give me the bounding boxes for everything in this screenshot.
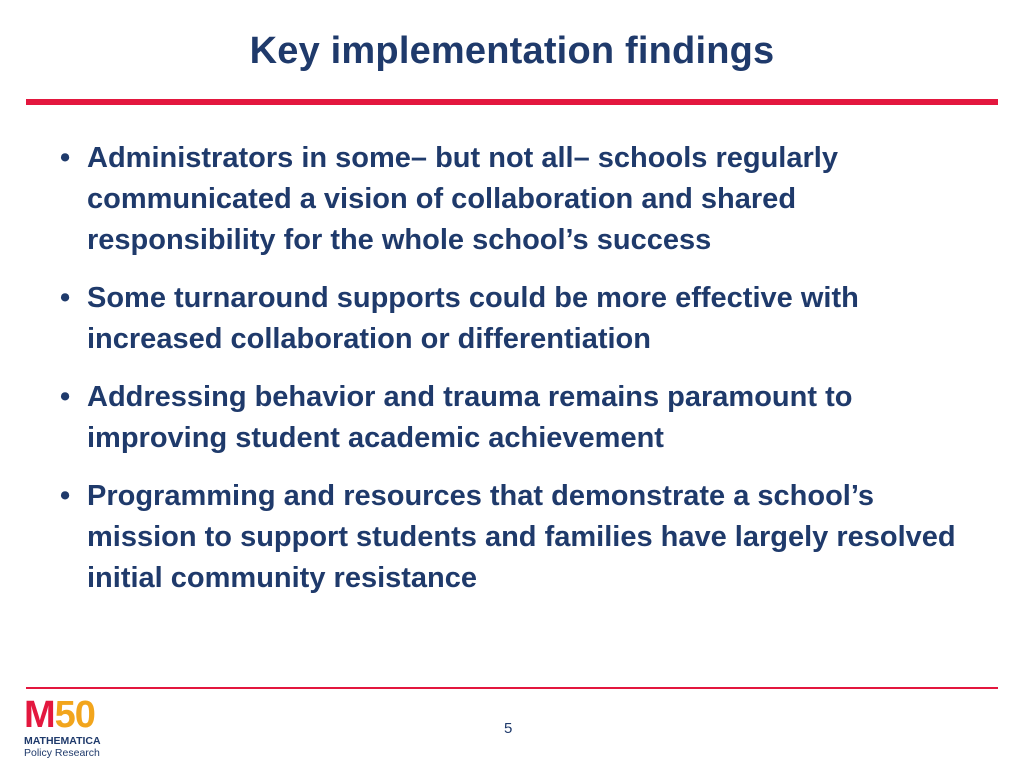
bullet-text: Addressing behavior and trauma remains paramount to improving student academic achievement [87,381,853,454]
logo-mark-letter: M [24,694,55,736]
bullet-icon: • [60,142,71,174]
bullet-item [60,278,980,360]
bullet-item [60,476,980,599]
bullet-text: Some turnaround supports could be more effective with increased collaboration or differentiation [87,282,859,355]
logo-name: MATHEMATICA [24,735,101,747]
logo-subtitle: Policy Research [24,747,100,759]
title-divider [26,99,998,105]
bullet-icon: • [60,480,71,512]
logo-mark [24,696,95,734]
logo-mark-number: 50 [54,694,95,736]
mathematica-logo [24,696,124,762]
bullet-icon: • [60,282,71,314]
bullet-icon: • [60,381,71,413]
page-number: 5 [504,720,513,737]
bullet-item [60,138,980,261]
bullet-item [60,377,980,459]
slide-title: Key implementation findings [249,30,775,72]
bullet-text: Programming and resources that demonstrate a school’s mission to support students and families have largely resolved initial community resistance [87,480,956,594]
bullet-list [60,138,980,616]
bullet-text: Administrators in some– but not all– schools regularly communicated a vision of collaboration and shared responsibility for the whole school’s success [87,142,838,256]
footer-divider [26,687,998,689]
